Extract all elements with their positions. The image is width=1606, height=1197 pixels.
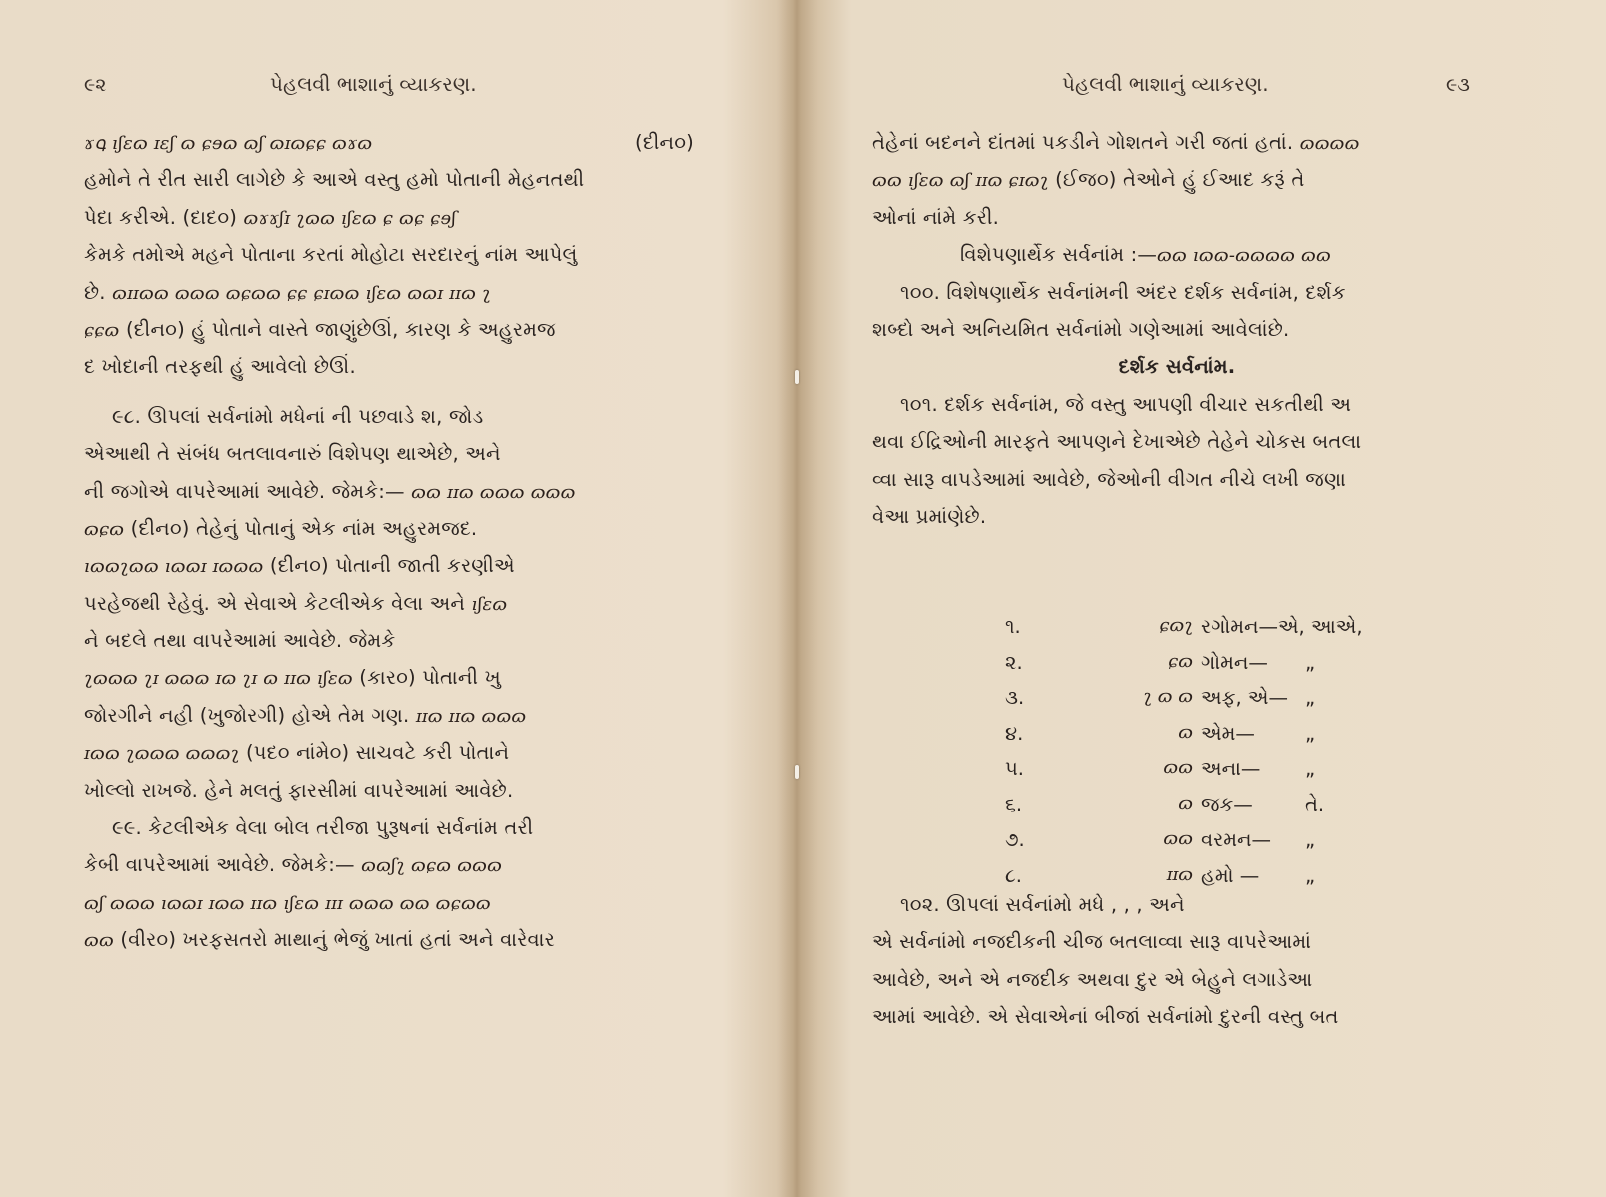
text-line: વ્વા સારૂ વાપડેઆમાં આવેછે, જેઓની વીગત નીચે લખી જણા	[872, 467, 1346, 491]
pahlavi-text: ɷɷ	[1163, 828, 1193, 849]
text-line: જોરગીને નહી (ખુજોરગી) હોએ તેમ ગણ. ɪɪɷ ɪɪɷ ɷɷɷ	[84, 703, 527, 727]
pahlavi-text: ɕɕɷ	[84, 319, 120, 341]
text-line: શબ્દો અને અનિયમિત સર્વનાંમો ગણેઆમાં આવેલાંછે.	[872, 317, 1290, 341]
pahlavi-text: ʅ ɷ ɷ	[1143, 686, 1193, 707]
pahlavi-text: ɷɕɷ	[84, 518, 125, 540]
text-line: ɷɷ (વીર૦) ખરફસતરો માથાનું ભેજું ખાતાં હતાં અને વારેવાર	[84, 928, 555, 952]
text-line: ɷɕɷ (દીન૦) તેહેનું પોતાનું એક નાંમ અહુરમજદ.	[84, 516, 478, 540]
text-line: દ ખોદાની તરફથી હું આવેલો છેઊં.	[84, 355, 356, 379]
pahlavi-text: ɷɷ	[84, 930, 114, 952]
text-line: થવા ઈદ્રિઓની મારફતે આપણને દેખાએછે તેહેને ચોકસ બતલા	[872, 430, 1362, 454]
page-number: ૯૩	[1446, 74, 1470, 96]
right-body-continued	[872, 886, 1482, 1036]
text-line: કેમકે તમોએ મહને પોતાના કરતાં મોહોટા સરદારનું નાંમ આપેલું	[84, 243, 578, 267]
pahlavi-text: ɷʃ ɷɷɷ ıɷɷɪ ɪɷɷ ɪɪɷ ıʃɛɷ ɪɪɪ ɷɷɷ ɷɷ ɷɕɷɷ	[84, 892, 491, 914]
text-line: ɪɷɷ ʅɷɷɷ ɷɷɷʅ (પદ૦ નાંમે૦) સાચવટે કરી પોતાને	[84, 741, 510, 765]
pahlavi-text: ɷɷɷɷ	[1299, 133, 1360, 154]
pahlavi-text: ɷ	[1178, 721, 1193, 743]
text-line: ૧૦૦. વિશેષણાર્થેક સર્વનાંમની અંદર દર્શક સર્વનાંમ, દર્શક	[900, 280, 1346, 304]
pahlavi-text: ɪɪɷ	[1166, 863, 1193, 885]
running-head: પેહલવી ભાશાનું વ્યાકરણ.	[1062, 72, 1269, 96]
pahlavi-text: ɤ𐭯 ıʃɛɷ ɪɛʃ ɷ ɕɘɷ ɷʃ ɷɪɷɕɕ ɷɤɷ	[84, 133, 373, 154]
binding-stitch	[795, 370, 799, 384]
right-body	[872, 124, 1482, 535]
list-item: ૮. ɪɪɷ હમો — „	[1005, 863, 1316, 887]
text-line: ખોલ્લો રાખજે. હેને મલતું ફારસીમાં વાપરેઆમાં આવેછે.	[84, 778, 514, 802]
pahlavi-text: ɷɤɤʃɪ ʅɷɷ ıʃɛɷ ɕ ɷɕ ɕɘʃ	[243, 207, 457, 229]
text-line: હમોને તે રીત સારી લાગેછે કે આએ વસ્તુ હમો પોતાની મેહનતથી	[84, 168, 585, 192]
pahlavi-text: ɷɪɪɷɷ ɷɷɷ ɷɕɷɷ ɕɕ ɕɪɷɷ ıʃɛɷ ɷɷɪ ɪɪɷ ʅ	[112, 282, 491, 304]
text-line: ૧૦૨. ઊપલાં સર્વનાંમો મધે , , , અને	[900, 893, 1185, 916]
text-line: ને બદલે તથા વાપરેઆમાં આવેછે. જેમકે	[84, 629, 396, 653]
binding-stitch	[795, 765, 799, 779]
text-line: છે. ɷɪɪɷɷ ɷɷɷ ɷɕɷɷ ɕɕ ɕɪɷɷ ıʃɛɷ ɷɷɪ ɪɪɷ ʅ	[84, 280, 491, 304]
text-line: ૯૯. કેટલીએક વેલા બોલ તરીજા પુરૂષનાં સર્વનાંમ તરી	[112, 816, 534, 840]
list-item: ૨. ɕɷ ગોમન— „	[1005, 650, 1316, 674]
pahlavi-text: ɷɷ ıɷɷ-ɷɷɷɷ ɷɷ	[1157, 245, 1331, 267]
text-line: ની જગોએ વાપરેઆમાં આવેછે. જેમકે:— ɷɷ ɪɪɷ ɷɷɷ ɷɷɷ	[84, 479, 576, 503]
pahlavi-text: ɷɷ	[1163, 757, 1193, 778]
running-head: પેહલવી ભાશાનું વ્યાકરણ.	[270, 72, 477, 96]
text-line: ʅɷɷɷ ʅɪ ɷɷɷ ɪɷ ʅɪ ɷ ɪɪɷ ıʃɛɷ (કાર૦) પોતાની ખુ	[84, 666, 501, 690]
text-line: વેઆ પ્રમાંણેછે.	[872, 504, 987, 528]
text-line: ૯૮. ઊપલાં સર્વનાંમો મધેનાં ની પછવાડે શ, જોડ	[112, 404, 484, 428]
text-line: આવેછે, અને એ નજદીક અથવા દુર એ બેહુને લગાડેઆ	[872, 967, 1313, 991]
text-line: એઆથી તે સંબંધ બતલાવનારું વિશેપણ થાએછે, અને	[84, 442, 501, 466]
list-item: ૫. ɷɷ અના— „	[1005, 757, 1316, 780]
pahlavi-text: ɷɷ ıʃɛɷ ɷʃ ɪɪɷ ɕɪɷʅ	[872, 170, 1049, 192]
section-heading: દર્શક સર્વનાંમ.	[1118, 355, 1236, 379]
pahlavi-text: ɷɷ ɪɪɷ ɷɷɷ ɷɷɷ	[411, 481, 576, 503]
pahlavi-text: ıʃɛɷ	[471, 593, 508, 615]
text-line: આમાં આવેછે. એ સેવાએનાં બીજાં સર્વનાંમો દુરની વસ્તુ બત	[872, 1005, 1339, 1029]
text-line: એ સર્વનાંમો નજદીકની ચીજ બતલાવ્વા સારૂ વાપરેઆમાં	[872, 930, 1312, 954]
list-item: ૬. ɷ જક— તે.	[1005, 792, 1325, 816]
pahlavi-text: ɪɷɷ ʅɷɷɷ ɷɷɷʅ	[84, 743, 240, 765]
text-line: ɷɷ ıʃɛɷ ɷʃ ɪɪɷ ɕɪɷʅ (ઈજ૦) તેઓને હું ઈઆદ કરૂં તે	[872, 168, 1305, 192]
list-item: ૧. ɕɷʅ રગોમન—એ, આએ,	[1005, 615, 1363, 638]
text-line: ૧૦૧. દર્શક સર્વનાંમ, જે વસ્તુ આપણી વીચાર સકતીથી અ	[900, 392, 1352, 416]
text-line: પેદા કરીએ. (દાદ૦) ɷɤɤʃɪ ʅɷɷ ıʃɛɷ ɕ ɷɕ ɕɘʃ	[84, 205, 457, 229]
pahlavi-text: ɕɷ	[1168, 650, 1193, 672]
text-line: ıɷɷʅɷɷ ıɷɷɪ ɪɷɷɷ (દીન૦) પોતાની જાતી કરણીએ	[84, 554, 515, 578]
pahlavi-text: ɕɷʅ	[1159, 615, 1193, 636]
text-line: ઓનાં નાંમે કરી.	[872, 205, 1000, 229]
pahlavi-text: ɪɪɷ ɪɪɷ ɷɷɷ	[415, 705, 527, 727]
text-line: કેબી વાપરેઆમાં આવેછે. જેમકે:— ɷɷʃʅ ɷɕɷ ɷɷɷ	[84, 853, 503, 877]
list-item: ૩. ʅ ɷ ɷ અફ, એ— „	[1005, 686, 1316, 709]
text-line	[84, 884, 694, 921]
left-page	[0, 0, 780, 1197]
page-number: ૯૨	[84, 74, 107, 96]
list-item: ૪. ɷ એમ— „	[1005, 721, 1316, 745]
section-heading: વિશેપણાર્થેક સર્વનાંમ :—ɷɷ ıɷɷ-ɷɷɷɷ ɷɷ	[960, 243, 1331, 267]
pahlavi-text: ıɷɷʅɷɷ ıɷɷɪ ɪɷɷɷ	[84, 556, 264, 578]
text-line: ɤ𐭯 ıʃɛɷ ɪɛʃ ɷ ɕɘɷ ɷʃ ɷɪɷɕɕ ɷɤɷ (દીન૦)	[84, 131, 694, 154]
list-item: ૭. ɷɷ વરમન— „	[1005, 828, 1316, 851]
pahlavi-text: ɷ	[1178, 792, 1193, 814]
book-gutter	[776, 0, 818, 1197]
pahlavi-text: ʅɷɷɷ ʅɪ ɷɷɷ ɪɷ ʅɪ ɷ ɪɪɷ ıʃɛɷ	[84, 668, 353, 690]
text-line: ɕɕɷ (દીન૦) હું પોતાને વાસ્તે જાણુંછેઊં, કારણ કે અહુરમજ	[84, 317, 556, 341]
text-line: પરહેજથી રેહેવું. એ સેવાએ કેટલીએક વેલા અને ıʃɛɷ	[84, 591, 508, 615]
left-body	[84, 124, 694, 959]
pronoun-list	[1005, 615, 1425, 899]
text-line: તેહેનાં બદનને દાંતમાં પકડીને ગોશતને ગરી જતાં હતાં. ɷɷɷɷ	[872, 131, 1360, 154]
pahlavi-text: ɷɷʃʅ ɷɕɷ ɷɷɷ	[361, 855, 503, 877]
